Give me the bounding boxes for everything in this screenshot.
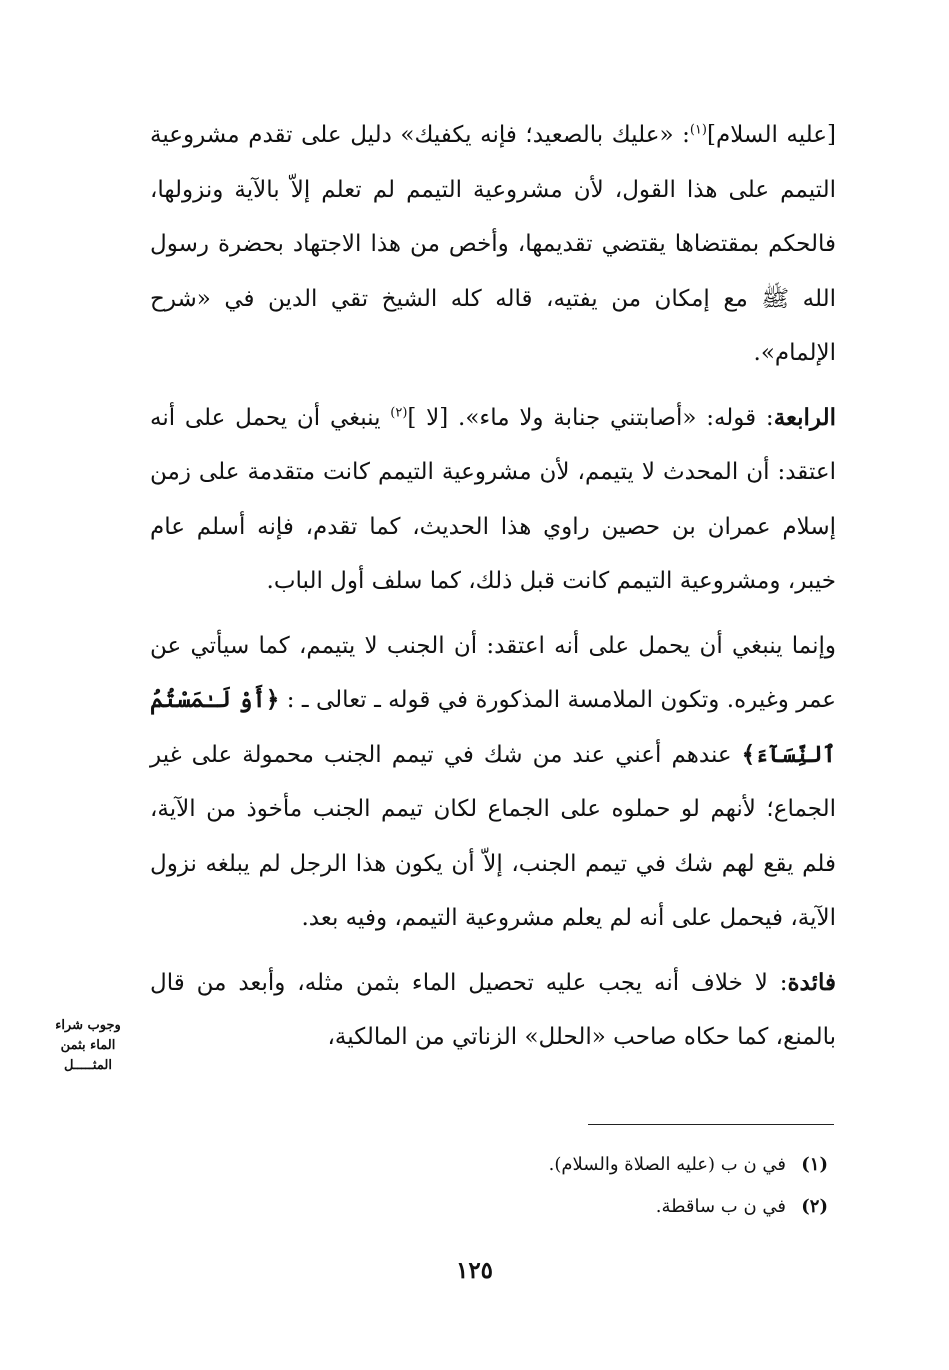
paragraph-1: [150, 108, 836, 381]
margin-note: [38, 1016, 138, 1076]
paragraph-3: [150, 619, 836, 946]
margin-note-line: المثـــــل: [64, 1058, 112, 1073]
text-run: : قوله: «أصابتني جنابة ولا ماء». [لا ]: [407, 404, 774, 431]
margin-note-line: وجوب شراء: [55, 1018, 121, 1033]
footnote-ref-1: (١): [689, 122, 707, 138]
text-run: [عليه السلام]: [706, 122, 836, 148]
paragraph-4: [150, 956, 836, 1065]
footnote-text: في ن ب ساقطة.: [655, 1196, 786, 1217]
footnote-ref-2: (٢): [390, 404, 408, 420]
paragraph-lead-word: الرابعة: [773, 403, 836, 431]
footnote-1: [300, 1144, 828, 1186]
paragraph-2: [150, 391, 836, 609]
quran-quote: ﴿أَوْ لَـٰمَسْتُمُ ٱلنِّسَآءَ﴾: [150, 686, 836, 768]
text-run: ينبغي أن يحمل على أنه اعتقد: أن المحدث لا يتيمم، لأن مشروعية التيمم كانت متقدمة على زمن إسلام عمران بن حصين راوي هذا الحديث، كما تقدم، فإنه أسلم عام خيبر، ومشروعية التيمم كانت قبل ذلك، كما سلف أول الباب.: [150, 404, 836, 594]
footnote-divider: [588, 1124, 834, 1125]
text-run: عندهم أعني عند من شك في تيمم الجنب محمولة على غير الجماع؛ لأنهم لو حملوه على الجماع لكان تيمم الجنب مأخوذ من الآية، فلم يقع لهم شك في تيمم الجنب، إلاّ أن يكون هذا الرجل لم يبلغه نزول الآية، فيحمل على أنه لم يعلم مشروعية التيمم، وفيه بعد.: [150, 741, 836, 931]
main-text: [150, 108, 836, 1065]
margin-note-line: الماء بثمن: [60, 1038, 116, 1053]
footnotes: [300, 1144, 828, 1228]
footnote-2: [300, 1186, 828, 1228]
footnote-text: في ن ب (عليه الصلاة والسلام).: [548, 1154, 786, 1175]
paragraph-lead-word: فائدة: [787, 968, 836, 996]
page-number: ١٢٥: [455, 1257, 494, 1284]
text-run: وإنما ينبغي أن يحمل على أنه اعتقد: أن الجنب لا يتيمم، كما سيأتي عن عمر وغيره. وتكون الملامسة المذكورة في قوله ـ تعالى ـ :: [150, 632, 837, 713]
footnote-number: (٢): [801, 1196, 828, 1217]
footnote-number: (١): [801, 1154, 828, 1175]
text-run: : لا خلاف أنه يجب عليه تحصيل الماء بثمن مثله، وأبعد من قال بالمنع، كما حكاه صاحب «الحلل» الزناتي من المالكية،: [150, 969, 836, 1050]
text-run: : «عليك بالصعيد؛ فإنه يكفيك» دليل على تقدم مشروعية التيمم على هذا القول، لأن مشروعية التيمم لم تعلم إلاّ بالآية ونزولها، فالحكم بمقتضاها يقتضي تقديمها، وأخص من هذا الاجتهاد بحضرة رسول الله ﷺ مع إمكان من يفتيه، قاله كله الشيخ تقي الدين في «شرح الإلمام».: [150, 122, 836, 366]
